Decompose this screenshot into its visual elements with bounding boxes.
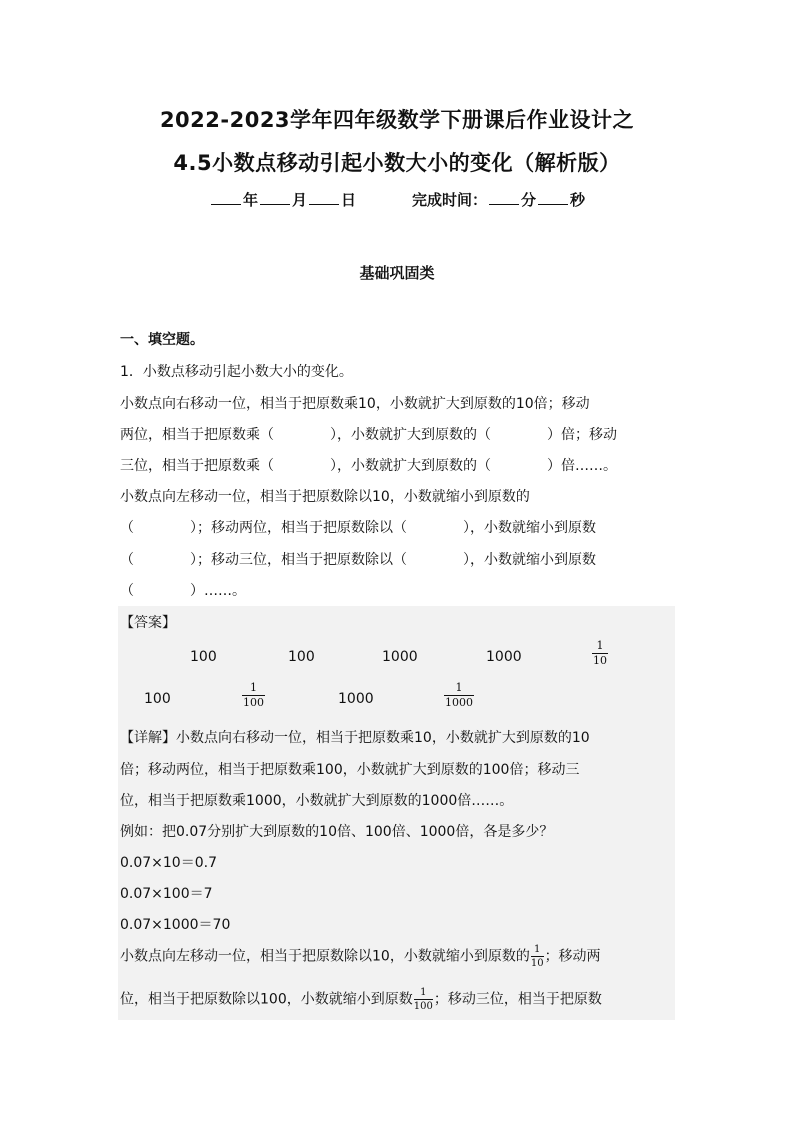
- example-line: 例如：把0.07分别扩大到原数的10倍、100倍、1000倍，各是多少？: [120, 824, 554, 840]
- answer-value: 1000: [382, 649, 418, 665]
- month-blank: [260, 190, 290, 205]
- question-line: （ ）……。: [120, 583, 246, 599]
- month-label: 月: [291, 191, 307, 209]
- explanation-line: 位，相当于把原数乘1000，小数就扩大到原数的1000倍……。: [120, 793, 514, 809]
- day-label: 日: [340, 191, 356, 209]
- day-blank: [309, 190, 339, 205]
- fraction-numerator: 1: [596, 639, 604, 652]
- second-label: 秒: [570, 191, 586, 209]
- answer-fraction: [592, 640, 608, 667]
- second-blank: [538, 190, 568, 205]
- fraction-numerator: 1: [455, 681, 463, 694]
- explanation-line: [120, 944, 601, 969]
- answer-value: 100: [190, 649, 217, 665]
- time-label: 完成时间：: [412, 191, 488, 209]
- explanation-text: 小数点向左移动一位，相当于把原数除以10，小数就缩小到原数的: [120, 948, 530, 965]
- calculation: 0.07×10＝0.7: [120, 855, 217, 871]
- fraction-numerator: 1: [534, 944, 541, 955]
- section-title: 基础巩固类: [359, 264, 435, 282]
- question-title: 1．小数点移动引起小数大小的变化。: [120, 364, 353, 380]
- answer-label: 【答案】: [120, 615, 176, 631]
- answer-fraction: [444, 682, 474, 709]
- date-time-line: [0, 189, 794, 210]
- answer-value: 100: [144, 691, 171, 707]
- title-line-2: 4.5小数点移动引起小数大小的变化（解析版）: [173, 151, 621, 175]
- explanation-line: [120, 727, 590, 747]
- explanation-label: 【详解】: [120, 730, 176, 746]
- minute-label: 分: [521, 191, 537, 209]
- explanation-text: 小数点向右移动一位，相当于把原数乘10，小数就扩大到原数的10: [176, 730, 590, 746]
- inline-fraction: [531, 944, 544, 969]
- answer-fraction: [242, 682, 265, 709]
- calculation: 0.07×100＝7: [120, 886, 213, 902]
- explanation-line: 倍；移动两位，相当于把原数乘100，小数就扩大到原数的100倍；移动三: [120, 762, 580, 778]
- explanation-text: ；移动两: [544, 948, 601, 965]
- answer-section: [118, 606, 675, 1020]
- calculation: 0.07×1000＝70: [120, 917, 231, 933]
- answer-value: 100: [288, 649, 315, 665]
- fraction-denominator: 10: [530, 958, 544, 969]
- answer-value: 1000: [338, 691, 374, 707]
- fraction-numerator: 1: [420, 987, 427, 998]
- part-heading: 一、填空题。: [120, 332, 204, 348]
- year-label: 年: [242, 191, 258, 209]
- question-line: （ ）；移动两位，相当于把原数除以（ ），小数就缩小到原数: [120, 520, 596, 536]
- question-line: （ ）；移动三位，相当于把原数除以（ ），小数就缩小到原数: [120, 552, 596, 568]
- explanation-text: ；移动三位，相当于把原数: [433, 991, 602, 1008]
- question-line: 两位，相当于把原数乘（ ），小数就扩大到原数的（ ）倍；移动: [120, 427, 617, 443]
- minute-blank: [489, 190, 519, 205]
- fraction-denominator: 100: [413, 1001, 433, 1012]
- question-line: 三位，相当于把原数乘（ ），小数就扩大到原数的（ ）倍……。: [120, 458, 617, 474]
- question-line: 小数点向左移动一位，相当于把原数除以10，小数就缩小到原数的: [120, 489, 530, 505]
- year-blank: [211, 190, 241, 205]
- fraction-denominator: 100: [243, 696, 264, 709]
- fraction-denominator: 1000: [445, 696, 473, 709]
- answer-value: 1000: [486, 649, 522, 665]
- fraction-denominator: 10: [593, 654, 607, 667]
- explanation-line: [120, 987, 602, 1012]
- question-line: 小数点向右移动一位，相当于把原数乘10，小数就扩大到原数的10倍；移动: [120, 396, 590, 412]
- title-line-1: 2022-2023学年四年级数学下册课后作业设计之: [159, 108, 635, 132]
- fraction-numerator: 1: [250, 681, 257, 694]
- inline-fraction: [414, 987, 433, 1012]
- explanation-text: 位，相当于把原数除以100，小数就缩小到原数: [120, 991, 413, 1008]
